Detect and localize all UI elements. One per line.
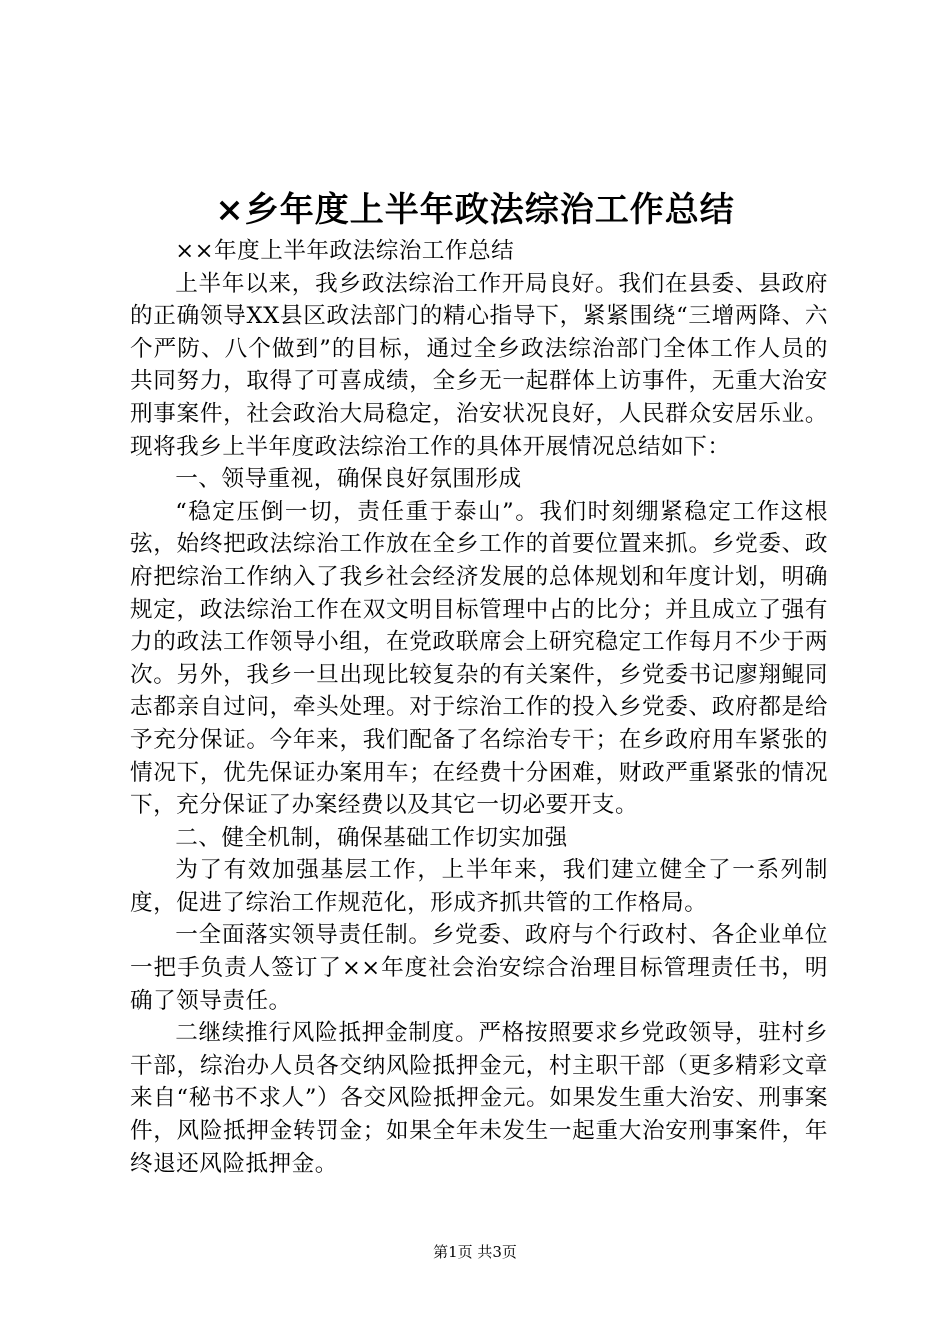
section-2-item-2: 二继续推行风险抵押金制度。严格按照要求乡党政领导，驻村乡干部，综治办人员各交纳风险抵押金元，村主职干部（更多精彩文章来自“秘书不求人”）各交风险抵押金元。如果发生重大治安、刑事案件，风险抵押金转罚金；如果全年未发生一起重大治安刑事案件，年终退还风险抵押金。	[130, 1020, 828, 1177]
page-indicator: 第1页 共3页	[433, 1243, 517, 1261]
document-title: ×乡年度上半年政法综治工作总结	[215, 190, 735, 230]
section-heading-1: 一、领导重视，确保良好氛围形成	[175, 466, 522, 493]
intro-paragraph: 上半年以来，我乡政法综治工作开局良好。我们在县委、县政府的正确领导XX县区政法部门的精心指导下，紧紧围绕“三增两降、六个严防、八个做到”的目标，通过全乡政法综治部门全体工作人员的共同努力，取得了可喜成绩，全乡无一起群体上访事件，无重大治安刑事案件，社会政治大局稳定，治安状况良好，人民群众安居乐业。现将我乡上半年度政法综治工作的具体开展情况总结如下：	[130, 270, 828, 460]
section-2-item-1: 一全面落实领导责任制。乡党委、政府与个行政村、各企业单位一把手负责人签订了××年度社会治安综合治理目标管理责任书，明确了领导责任。	[130, 922, 828, 1014]
document-body	[130, 235, 828, 1180]
section-heading-2: 二、健全机制，确保基础工作切实加强	[175, 824, 568, 851]
subtitle-paragraph: ××年度上半年政法综治工作总结	[175, 238, 515, 264]
section-1-paragraph: “稳定压倒一切，责任重于泰山”。我们时刻绷紧稳定工作这根弦，始终把政法综治工作放在全乡工作的首要位置来抓。乡党委、政府把综治工作纳入了我乡社会经济发展的总体规划和年度计划，明确规定，政法综治工作在双文明目标管理中占的比分；并且成立了强有力的政法工作领导小组，在党政联席会上研究稳定工作每月不少于两次。另外，我乡一旦出现比较复杂的有关案件，乡党委书记廖翔鲲同志都亲自过问，牵头处理。对于综治工作的投入乡党委、政府都是给予充分保证。今年来，我们配备了名综治专干；在乡政府用车紧张的情况下，优先保证办案用车；在经费十分困难，财政严重紧张的情况下，充分保证了办案经费以及其它一切必要开支。	[130, 498, 828, 819]
section-2-paragraph: 为了有效加强基层工作，上半年来，我们建立健全了一系列制度，促进了综治工作规范化，形成齐抓共管的工作格局。	[130, 857, 828, 916]
